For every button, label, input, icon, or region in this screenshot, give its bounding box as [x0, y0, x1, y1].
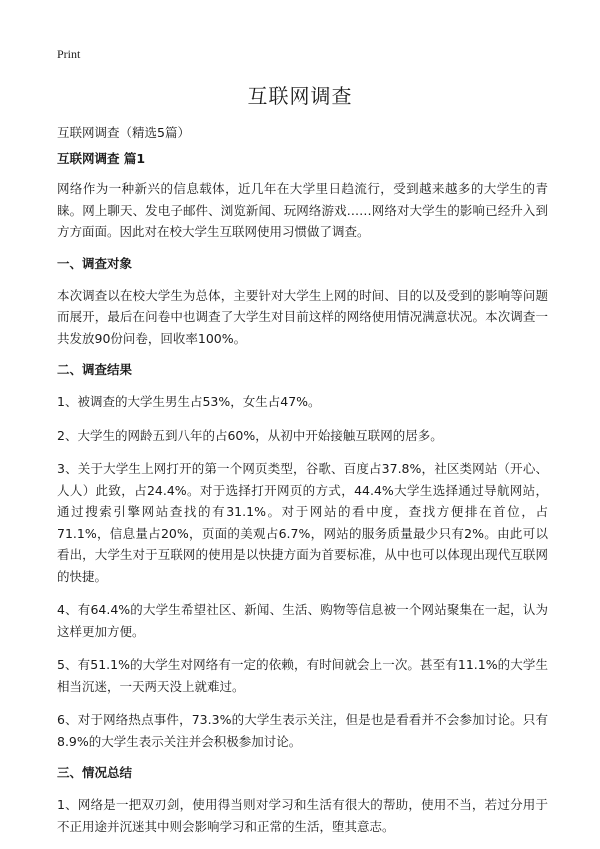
paragraph: 本次调查以在校大学生为总体，主要针对大学生上网的时间、目的以及受到的影响等问题而展开，最后在问卷中也调查了大学生对目前这样的网络使用情况满意状况。本次调查一共发放90份问卷，回收率100%。	[57, 287, 548, 346]
result-item-6: 6、对于网络热点事件，73.3%的大学生表示关注，但是也是看看并不会参加讨论。只有8.9%的大学生表示关注并会积极参加讨论。	[57, 712, 548, 749]
intro-paragraph: 网络作为一种新兴的信息载体，近几年在大学里日趋流行，受到越来越多的大学生的青睐。网上聊天、发电子邮件、浏览新闻、玩网络游戏……网络对大学生的影响已经升入到方方面面。因此对在校大学生互联网使用习惯做了调查。	[57, 181, 548, 239]
article-content	[57, 150, 548, 849]
article-heading: 互联网调查 篇1	[57, 151, 146, 166]
section-heading-survey-subject: 一、调查对象	[57, 255, 133, 271]
result-item-1: 1、被调查的大学生男生占53%，女生占47%。	[57, 394, 321, 409]
result-item-2: 2、大学生的网龄五到八年的占60%，从初中开始接触互联网的居多。	[57, 427, 443, 443]
result-item-4: 4、有64.4%的大学生希望社区、新闻、生活、购物等信息被一个网站聚集在一起，认为这样更加方便。	[57, 602, 548, 639]
page-title: 互联网调查	[247, 84, 353, 108]
result-item-3: 3、关于大学生上网打开的第一个网页类型，谷歌、百度占37.8%，社区类网站（开心、人人）此致，占24.4%。对于选择打开网页的方式，44.4%大学生选择通过导航网站，通过搜索引擎网站查找的有31.1%。对于网站的看中度，查找方便排在首位，占71.1%，信息量占20%，页面的美观占6.7%，网站的服务质量最少只有2%。由此可以看出，大学生对于互联网的使用是以快捷方面为首要标准，从中也可以体现出现代互联网的快捷。	[57, 461, 548, 584]
document-subtitle: 互联网调查（精选5篇）	[57, 125, 190, 140]
summary-item-1: 1、网络是一把双刃剑，使用得当则对学习和生活有很大的帮助，使用不当，若过分用于不正用途并沉迷其中则会影响学习和正常的生活，堕其意志。	[57, 797, 548, 834]
section-heading-summary: 三、情况总结	[57, 765, 133, 780]
print-link[interactable]: Print	[57, 47, 81, 61]
result-item-5: 5、有51.1%的大学生对网络有一定的依赖，有时间就会上一次。甚至有11.1%的大学生相当沉迷，一天两天没上就难过。	[57, 657, 548, 694]
section-heading-survey-results: 二、调查结果	[57, 362, 133, 377]
